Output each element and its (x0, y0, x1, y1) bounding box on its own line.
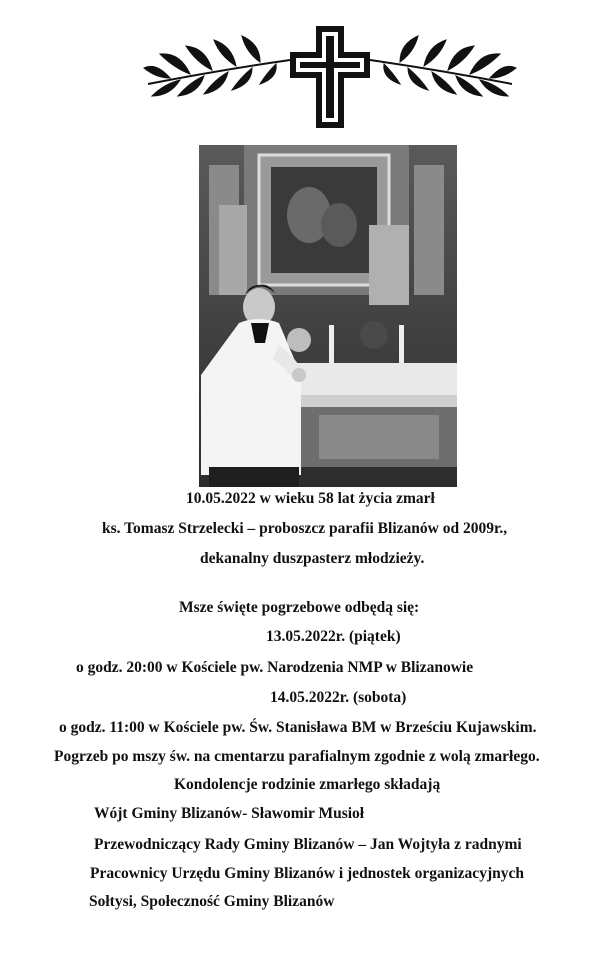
altar-scene (199, 145, 457, 487)
name-line: ks. Tomasz Strzelecki – proboszcz parafii Blizanów od 2009r., (102, 520, 508, 537)
cross-with-branches-icon (140, 22, 520, 132)
mass-date-1: 13.05.2022r. (piątek) (266, 628, 401, 645)
role-line: dekanalny duszpasterz młodzieży. (200, 550, 425, 567)
mass-place-2: o godz. 11:00 w Kościele pw. Św. Stanisława BM w Brześciu Kujawskim. (59, 719, 537, 736)
burial-line: Pogrzeb po mszy św. na cmentarzu parafialnym zgodnie z wolą zmarłego. (54, 748, 540, 765)
signatory-3: Pracownicy Urzędu Gminy Blizanów i jednostek organizacyjnych (90, 865, 524, 882)
death-notice-line: 10.05.2022 w wieku 58 lat życia zmarł (186, 490, 435, 507)
signatory-1: Wójt Gminy Blizanów- Sławomir Musioł (94, 805, 365, 822)
masses-heading: Msze święte pogrzebowe odbędą się: (179, 599, 420, 616)
signatory-2: Przewodniczący Rady Gminy Blizanów – Jan Wojtyła z radnymi (94, 836, 522, 853)
mass-place-1: o godz. 20:00 w Kościele pw. Narodzenia NMP w Blizanowie (76, 659, 474, 676)
priest-photo (199, 145, 457, 487)
signatory-4: Sołtysi, Społeczność Gminy Blizanów (89, 893, 335, 910)
condolences-heading: Kondolencje rodzinie zmarłego składają (174, 776, 441, 793)
mass-date-2: 14.05.2022r. (sobota) (270, 689, 407, 706)
